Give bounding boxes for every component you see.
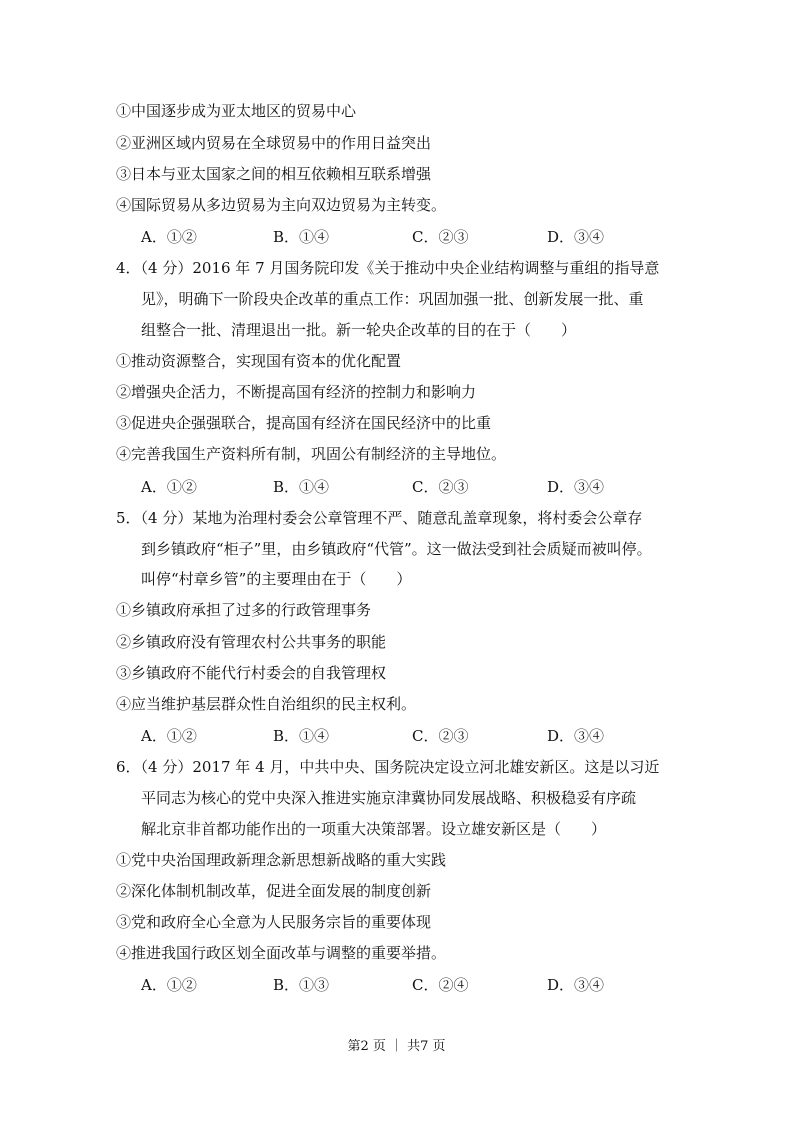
q3-statement-3: ③日本与亚太国家之间的相互依赖相互联系增强 [116,165,432,183]
q3-choice-a: A．①② [141,228,197,246]
q5-choice-a: A．①② [141,727,197,745]
page-footer: 第2 页 ｜ 共7 页 [347,1039,446,1054]
q4-stem-line-1: 4．（4 分）2016 年 7 月国务院印发《关于推动中央企业结构调整与重组的指导意 [116,259,660,277]
q5-stem-line-2: 到乡镇政府“柜子”里，由乡镇政府“代管”。这一做法受到社会质疑而被叫停。 [141,540,652,558]
q4-choice-d: D．③④ [547,478,605,496]
q5-statement-3: ③乡镇政府不能代行村委会的自我管理权 [116,664,387,682]
q6-choice-b: B．①③ [273,976,330,994]
q5-choice-b: B．①④ [273,727,330,745]
q3-choice-d: D．③④ [547,228,605,246]
q4-statement-2: ②增强央企活力，不断提高国有经济的控制力和影响力 [116,383,477,401]
q4-statement-1: ①推动资源整合，实现国有资本的优化配置 [116,352,402,370]
q6-stem-line-1: 6．（4 分）2017 年 4 月，中共中央、国务院决定设立河北雄安新区。这是以习近 [116,758,660,776]
q6-choice-d: D．③④ [547,976,605,994]
q5-statement-1: ①乡镇政府承担了过多的行政管理事务 [116,601,372,619]
q4-statement-3: ③促进央企强强联合，提高国有经济在国民经济中的比重 [116,414,492,432]
q5-statement-2: ②乡镇政府没有管理农村公共事务的职能 [116,633,387,651]
q6-statement-2: ②深化体制机制改革，促进全面发展的制度创新 [116,882,432,900]
q4-choice-a: A．①② [141,478,197,496]
q6-statement-3: ③党和政府全心全意为人民服务宗旨的重要体现 [116,913,432,931]
q6-statement-1: ①党中央治国理政新理念新思想新战略的重大实践 [116,851,447,869]
q4-choice-b: B．①④ [273,478,330,496]
q4-stem-line-3: 组整合一批、清理退出一批。新一轮央企改革的目的在于（ ） [141,321,577,339]
q5-stem-line-3: 叫停“村章乡管”的主要理由在于（ ） [141,570,412,588]
q3-statement-1: ①中国逐步成为亚太地区的贸易中心 [116,102,357,120]
q6-choice-c: C．②④ [412,976,469,994]
q6-stem-line-2: 平同志为核心的党中央深入推进实施京津冀协同发展战略、积极稳妥有序疏 [141,789,637,807]
q5-choice-d: D．③④ [547,727,605,745]
q6-statement-4: ④推进我国行政区划全面改革与调整的重要举措。 [116,944,447,962]
q5-choice-c: C．②③ [412,727,469,745]
q4-stem-line-2: 见》，明确下一阶段央企改革的重点工作：巩固加强一批、创新发展一批、重 [141,290,644,308]
q6-stem-line-3: 解北京非首都功能作出的一项重大决策部署。设立雄安新区是（ ） [141,820,607,838]
q3-choice-c: C．②③ [412,228,469,246]
q3-choice-b: B．①④ [273,228,330,246]
q3-statement-2: ②亚洲区域内贸易在全球贸易中的作用日益突出 [116,134,432,152]
q4-statement-4: ④完善我国生产资料所有制，巩固公有制经济的主导地位。 [116,445,507,463]
q5-stem-line-1: 5．（4 分）某地为治理村委会公章管理不严、随意乱盖章现象，将村委会公章存 [116,509,643,527]
q6-choice-a: A．①② [141,976,197,994]
q3-statement-4: ④国际贸易从多边贸易为主向双边贸易为主转变。 [116,196,447,214]
q5-statement-4: ④应当维护基层群众性自治组织的民主权利。 [116,695,417,713]
q4-choice-c: C．②③ [412,478,469,496]
